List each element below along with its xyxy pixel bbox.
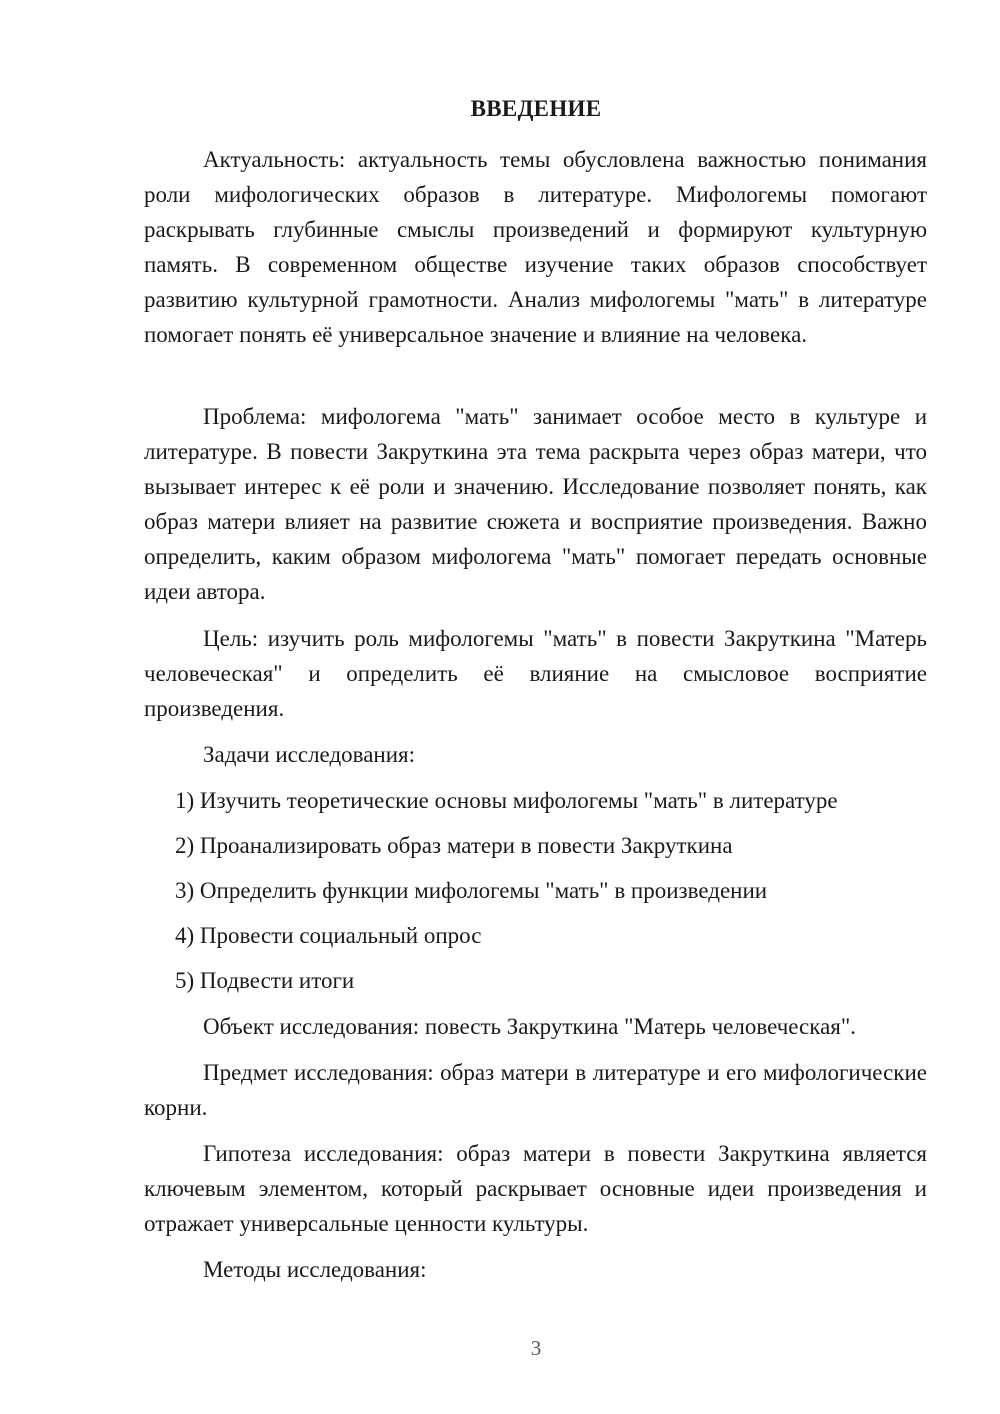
page-number: 3 <box>530 1336 542 1360</box>
paragraph-hypothesis: Гипотеза исследования: образ матери в повести Закруткина является ключевым элементом, который раскрывает основные идеи произведения и отражает универсальные ценности культуры. <box>144 1141 927 1236</box>
list-item: 5) Подвести итоги <box>175 968 355 993</box>
paragraph-subject: Предмет исследования: образ матери в литературе и его мифологические корни. <box>144 1060 927 1120</box>
paragraph-relevance: Актуальность: актуальность темы обусловлена важностью понимания роли мифологических образов в литературе. Мифологемы помогают раскрывать глубинные смыслы произведений и формируют культурную память. В современном обществе изучение таких образов способствует развитию культурной грамотности. Анализ мифологемы "мать" в литературе помогает понять её универсальное значение и влияние на человека. <box>144 147 927 347</box>
methods-heading: Методы исследования: <box>203 1257 427 1282</box>
list-item: 4) Провести социальный опрос <box>175 923 482 948</box>
tasks-heading: Задачи исследования: <box>203 742 416 767</box>
section-title: ВВЕДЕНИЕ <box>470 96 602 121</box>
paragraph-object: Объект исследования: повесть Закруткина "Матерь человеческая". <box>203 1014 857 1039</box>
paragraph-goal: Цель: изучить роль мифологемы "мать" в повести Закруткина "Матерь человеческая" и определить её влияние на смысловое восприятие произведения. <box>144 626 927 721</box>
list-item: 3) Определить функции мифологемы "мать" в произведении <box>175 878 768 903</box>
paragraph-problem: Проблема: мифологема "мать" занимает особое место в культуре и литературе. В повести Закруткина эта тема раскрыта через образ матери, что вызывает интерес к её роли и значению. Исследование позволяет понять, как образ матери влияет на развитие сюжета и восприятие произведения. Важно определить, каким образом мифологема "мать" помогает передать основные идеи автора. <box>144 404 927 604</box>
list-item: 2) Проанализировать образ матери в повести Закруткина <box>175 833 733 858</box>
list-item: 1) Изучить теоретические основы мифологемы "мать" в литературе <box>175 788 838 813</box>
